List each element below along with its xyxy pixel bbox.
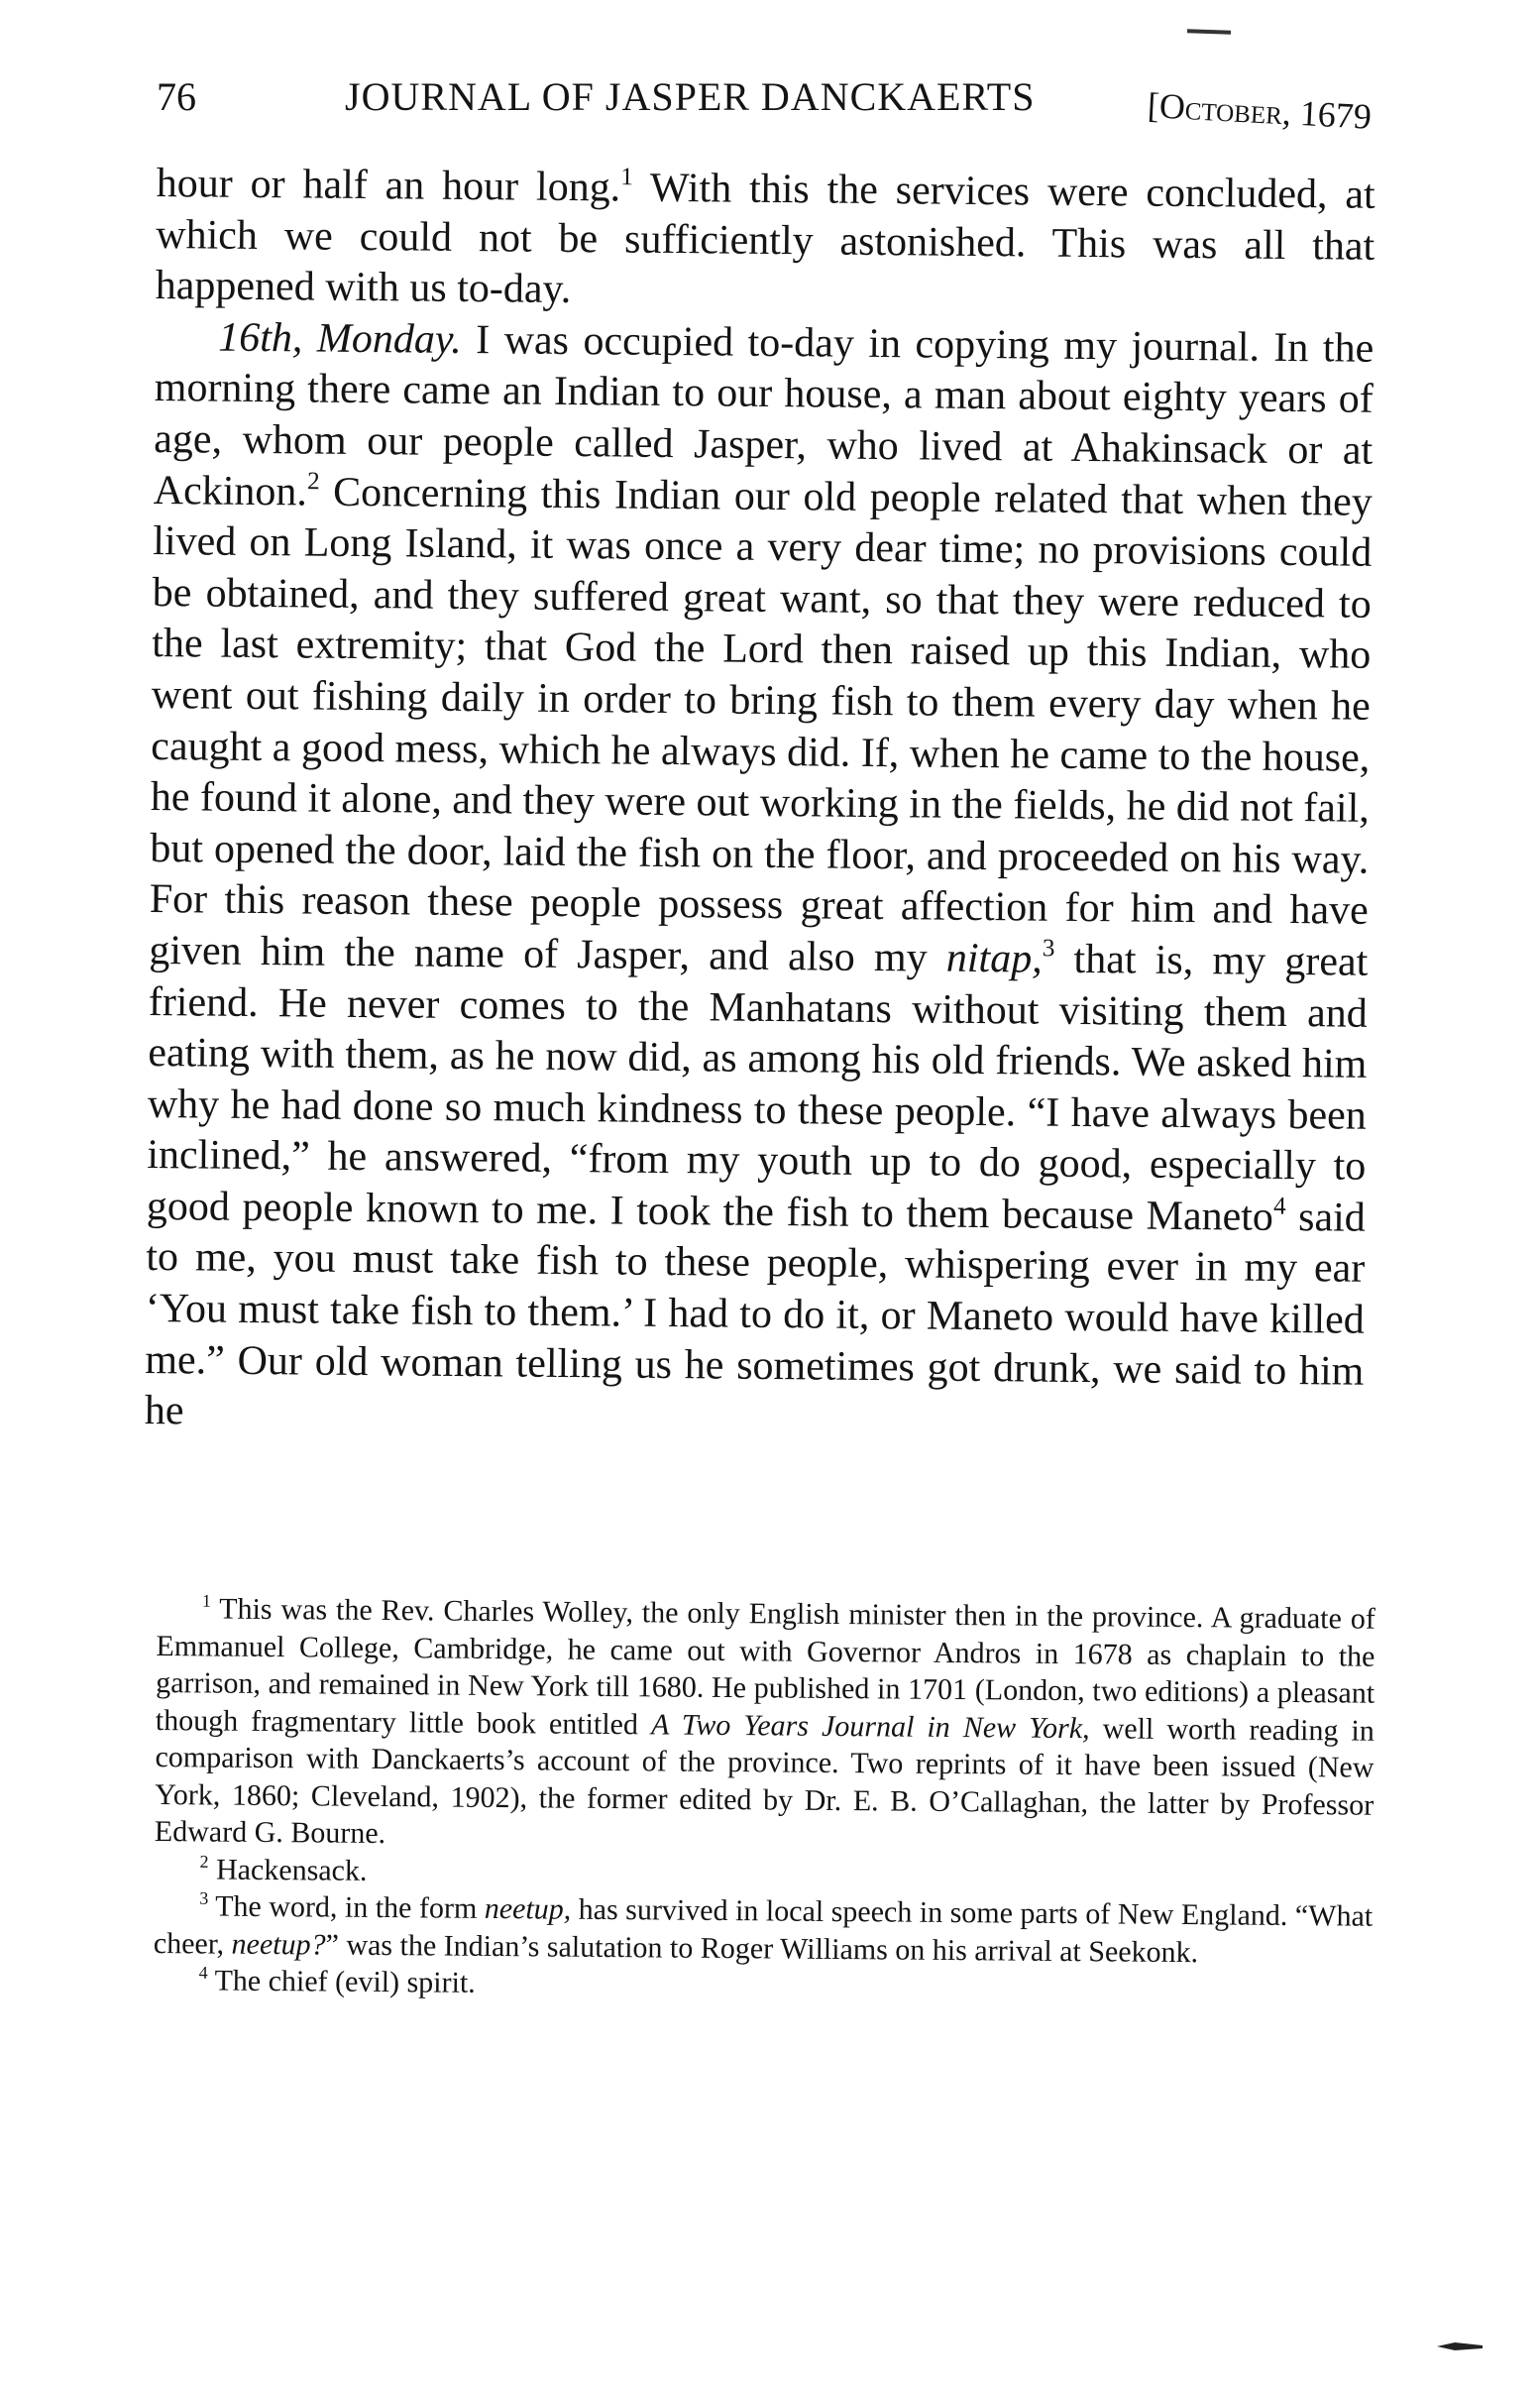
paragraph-2-text-d: said to me, you must take fish to these people, whispering ever in my ear ‘You must take fish to them.’ I had to do it, or Maneto would have killed me.” Our old woman telling us he sometimes got drunk, we said to him he: [144, 1194, 1367, 1434]
scan-mark: [1187, 29, 1231, 35]
footnote-ref-3: 3: [1042, 935, 1055, 963]
footnote-ref-1: 1: [620, 164, 634, 191]
footnote-3-word-2: neetup?: [231, 1927, 326, 1962]
footnote-3-text-b: has survived in local speech in some parts of New England. “What cheer,: [153, 1892, 1374, 1961]
footnote-4-number: 4: [198, 1962, 208, 1983]
footnote-1-text-a: This was the Rev. Charles Wolley, the only English minister then in the province. A graduate of Emmanuel College, Cambridge, he came out with Governor Andros in 1678 as chaplain to the garrison, and remained in New York till 1680. He published in 1701 (London, two editions) a pleasant though fragmentary little book entitled: [155, 1592, 1375, 1741]
paragraph-2: [145, 312, 1375, 1449]
running-date: [1146, 75, 1373, 147]
footnotes: [153, 1590, 1375, 2009]
footnote-3-word: neetup,: [484, 1891, 572, 1926]
footnote-3-text-a: The word, in the form: [208, 1889, 485, 1925]
footnote-ref-4: 4: [1272, 1193, 1286, 1220]
running-date-bracket: [: [1146, 85, 1161, 126]
page-number: 76: [157, 74, 196, 119]
footnote-1-text-b: well worth reading in comparison with Danckaerts’s account of the province. Two reprints of it have been issued (New York, 1860; Cleveland, 1902), the former edited by Dr. E. B. O’Callaghan, the latter by Professor Edward G. Bourne.: [154, 1711, 1375, 1851]
footnote-1: [155, 1590, 1375, 1861]
paragraph-1: [156, 159, 1375, 324]
footnote-1-number: 1: [201, 1590, 211, 1611]
running-date-year: , 1679: [1280, 92, 1373, 137]
nitap-word: nitap,: [945, 935, 1043, 982]
running-title: JOURNAL OF JASPER DANCKAERTS: [345, 74, 1036, 119]
footnote-3: [154, 1887, 1374, 1973]
entry-date: 16th, Monday.: [218, 314, 462, 363]
running-date-month: October: [1157, 85, 1284, 133]
footnote-ref-2: 2: [306, 467, 320, 495]
footnote-3-text-c: ” was the Indian’s salutation to Roger Williams on his arrival at Seekonk.: [325, 1928, 1199, 1969]
paragraph-2-text-a: I was occupied to-day in copying my journal. In the morning there came an Indian to our house, a man about eighty years of age, whom our people called Jasper, who lived at Ahakinsack or at Ackinon.: [153, 316, 1375, 515]
paragraph-1-text-b: With this the services were concluded, at which we could not be sufficiently astonished. This was all that happened with us to-day.: [155, 165, 1375, 313]
footnote-1-book-title: A Two Years Journal in New York,: [650, 1707, 1090, 1745]
paragraph-2-text-b: Concerning this Indian our old people related that when they lived on Long Island, it was once a very dear time; no provisions could be obtained, and they suffered great want, so that they were reduced to the last extremity; that God the Lord then raised up this Indian, who went out fishing daily in order to bring fish to them every day when he caught a good mess, which he always did. If, when he came to the house, he found it alone, and they were out working in the fields, he did not fail, but opened the door, laid the fish on the floor, and proceeded on his way. For this reason these people possess great affection for him and have given him the name of Jasper, and also my: [149, 469, 1373, 981]
footnote-3-number: 3: [199, 1887, 209, 1908]
main-text: [145, 159, 1375, 1449]
running-head: [157, 67, 1385, 137]
footnote-2-text: Hackensack.: [208, 1852, 368, 1887]
paragraph-1-text-a: hour or half an hour long.: [156, 160, 621, 211]
paragraph-2-text-c: that is, my great friend. He never comes to the Manhatans without visiting them and eating with them, as he now did, as among his old friends. We asked him why he had done so much kindness to these people. “I have always been inclined,” he answered, “from my youth up to do good, especially to good people known to me. I took the fish to them because Maneto: [146, 936, 1369, 1240]
scan-arrow-mark: [1437, 2339, 1483, 2353]
footnote-4-text: The chief (evil) spirit.: [207, 1964, 476, 1999]
footnote-2-number: 2: [199, 1851, 209, 1872]
